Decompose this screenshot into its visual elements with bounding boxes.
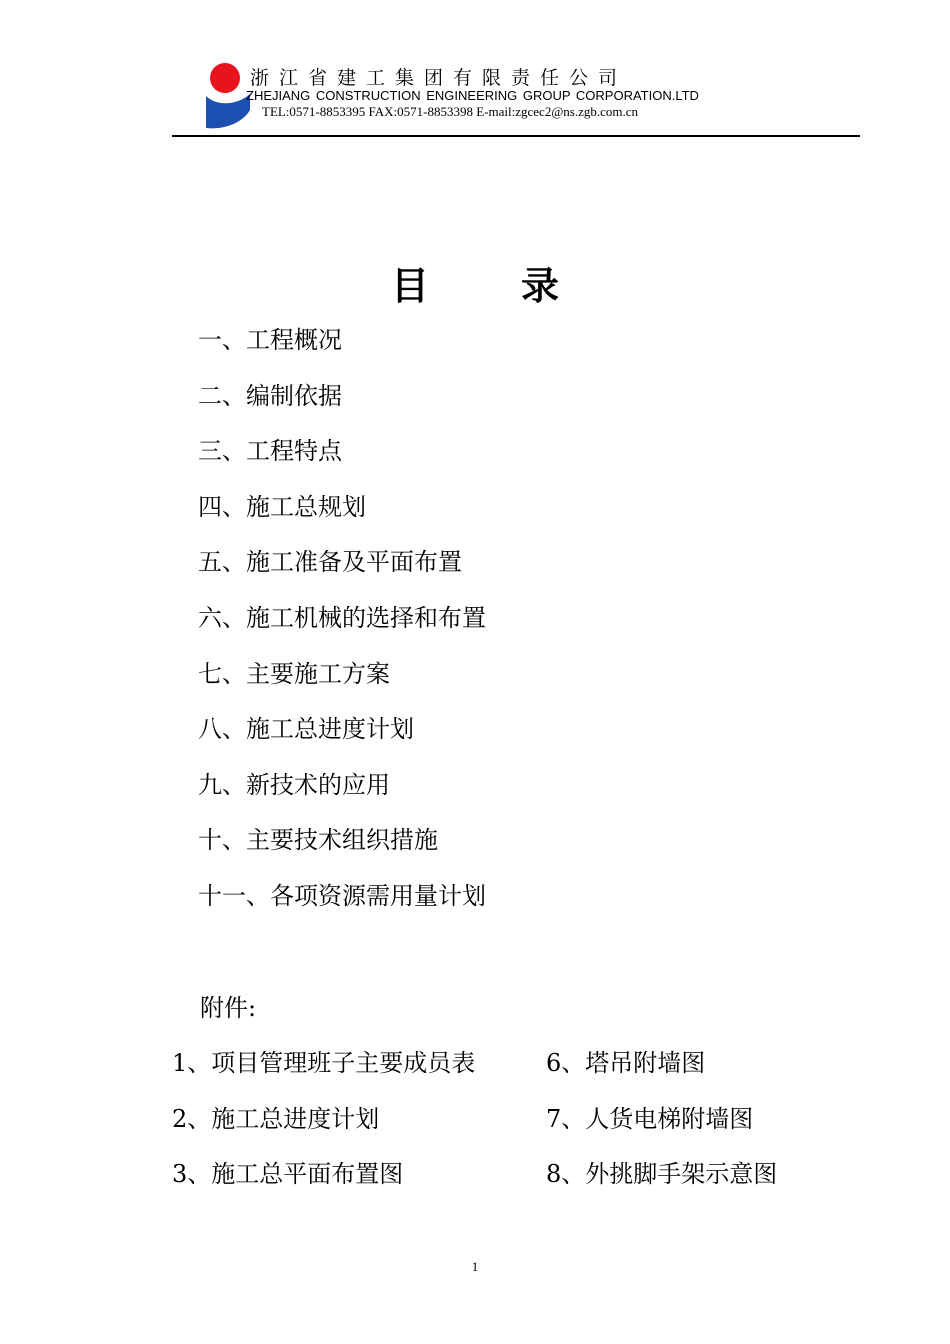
attachment-item: 2、施工总进度计划 bbox=[172, 1104, 380, 1133]
toc-item: 六、施工机械的选择和布置 bbox=[198, 603, 486, 632]
toc-item: 十一、各项资源需用量计划 bbox=[198, 881, 486, 910]
toc-item: 八、施工总进度计划 bbox=[198, 715, 414, 744]
logo-blue-swoosh bbox=[206, 94, 250, 128]
toc-item: 二、编制依据 bbox=[198, 381, 342, 410]
toc-item: 四、施工总规划 bbox=[198, 492, 366, 521]
toc-item: 九、新技术的应用 bbox=[198, 770, 390, 799]
toc-item: 五、施工准备及平面布置 bbox=[198, 548, 462, 577]
toc-list bbox=[198, 322, 486, 934]
attachments-label: 附件: bbox=[200, 994, 257, 1022]
logo-red-dot bbox=[210, 63, 240, 93]
page-number: 1 bbox=[471, 1259, 479, 1274]
toc-item: 三、工程特点 bbox=[198, 437, 342, 466]
toc-item: 一、工程概况 bbox=[198, 326, 342, 354]
attachment-item: 7、人货电梯附墙图 bbox=[546, 1104, 754, 1133]
company-logo bbox=[204, 60, 252, 130]
attachment-item: 1、项目管理班子主要成员表 bbox=[172, 1049, 476, 1077]
toc-item: 十、主要技术组织措施 bbox=[198, 826, 438, 855]
toc-title: 目录 bbox=[390, 264, 651, 308]
toc-item: 七、主要施工方案 bbox=[198, 659, 390, 688]
attachments-left-column bbox=[172, 1045, 475, 1212]
attachment-item: 3、施工总平面布置图 bbox=[172, 1160, 404, 1188]
company-name-cn: 浙江省建工集团有限责任公司 bbox=[250, 67, 628, 89]
company-contact: TEL:0571-8853395 FAX:0571-8853398 E-mail:zgcec2@ns.zgb.com.cn bbox=[262, 104, 639, 119]
company-name-en: ZHEJIANG CONSTRUCTION ENGINEERING GROUP CORPORATION.LTD bbox=[246, 88, 699, 103]
attachment-item: 6、塔吊附墙图 bbox=[546, 1049, 706, 1077]
attachments-right-column bbox=[546, 1045, 777, 1212]
header-divider bbox=[172, 135, 860, 137]
attachment-item: 8、外挑脚手架示意图 bbox=[546, 1160, 778, 1188]
